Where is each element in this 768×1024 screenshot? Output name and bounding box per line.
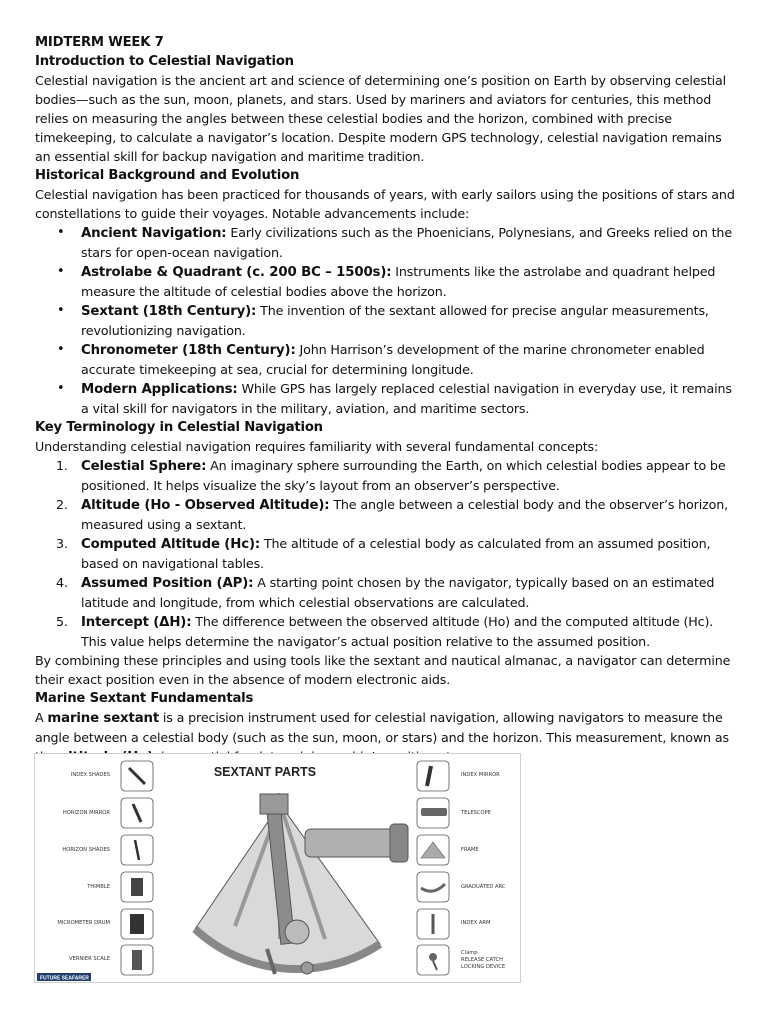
brand-logo: FUTURE SEAFARER — [40, 975, 89, 982]
list-item: • Chronometer (18th Century): John Harrison’s development of the marine chronometer enabled accurate timekeeping at sea, crucial for determining longitude. — [57, 342, 705, 377]
terms-heading: Key Terminology in Celestial Navigation — [35, 420, 323, 435]
label-telescope: TELESCOPE — [461, 810, 492, 816]
terms-closing: By combining these principles and using tools like the sextant and nautical almanac, a navigator can determine their exact position even in the absence of modern electronic aids. — [35, 653, 731, 687]
list-item: 3. Computed Altitude (Hc): The altitude of a celestial body as calculated from an assumed position, based on navigational tables. — [56, 536, 711, 571]
list-item: 2. Altitude (Ho - Observed Altitude): The angle between a celestial body and the observer’s horizon, measured using a sextant. — [56, 497, 729, 532]
document-page — [35, 33, 735, 767]
label-index-arm: INDEX ARM — [461, 920, 491, 926]
label-index-shades: INDEX SHADES — [70, 772, 110, 778]
history-body: Celestial navigation has been practiced for thousands of years, with early sailors using the positions of stars and constellations to guide their voyages. Notable advancements include: — [35, 187, 735, 221]
label-graduated-arc: GRADUATED ARC — [461, 884, 506, 890]
label-release-catch: RELEASE CATCH — [461, 957, 503, 963]
sextant-heading: Marine Sextant Fundamentals — [35, 691, 254, 706]
intro-body: Celestial navigation is the ancient art and science of determining one’s position on Earth by observing celestial bodies—such as the sun, moon, planets, and stars. Used by mariners and aviators for centuries, this method relies on measuring the angles between these celestial bodies and the horizon, combined with precise timekeeping, to calculate a navigator’s location. Despite modern GPS technology, celestial navigation remains an essential skill for backup navigation and maritime tradition. — [35, 73, 727, 164]
label-index-mirror: INDEX MIRROR — [461, 772, 500, 778]
bullet-icon: • — [57, 342, 65, 357]
list-item: • Astrolabe & Quadrant (c. 200 BC – 1500s): Instruments like the astrolabe and quadrant helped measure the altitude of celestial bodies above the horizon. — [57, 264, 716, 299]
doc-title: MIDTERM WEEK 7 — [35, 35, 164, 50]
label-horizon-shades: HORIZON SHADES — [62, 847, 110, 853]
intro-heading: Introduction to Celestial Navigation — [35, 54, 294, 69]
list-item: • Ancient Navigation: Early civilizations such as the Phoenicians, Polynesians, and Greeks relied on the stars for open-ocean navigation. — [57, 225, 732, 260]
bullet-icon: • — [57, 381, 65, 396]
label-frame: FRAME — [461, 847, 479, 853]
label-horizon-mirror: HORIZON MIRROR — [62, 810, 110, 816]
bullet-icon: • — [57, 225, 65, 240]
label-micrometer-drum: MICROMETER DRUM — [57, 920, 110, 926]
list-item: 4. Assumed Position (AP): A starting point chosen by the navigator, typically based on an estimated latitude and longitude, from which celestial observations are calculated. — [56, 575, 715, 610]
bullet-icon: • — [57, 303, 65, 318]
list-item: 1. Celestial Sphere: An imaginary sphere surrounding the Earth, on which celestial bodies appear to be positioned. It helps visualize the sky’s layout from an observer’s perspective. — [56, 458, 726, 493]
history-list — [35, 223, 735, 418]
sextant-parts-figure — [34, 753, 521, 983]
list-item: • Sextant (18th Century): The invention of the sextant allowed for precise angular measurements, revolutionizing navigation. — [57, 303, 709, 338]
bullet-icon: • — [57, 264, 65, 279]
label-locking-device: LOCKING DEVICE — [461, 964, 506, 970]
sextant-body: A marine sextant is a precision instrument used for celestial navigation, allowing navigators to measure the angle between a celestial body (such as the sun, moon, or stars) and the horizon. This measurement, known as — [35, 710, 729, 745]
figure-title: SEXTANT PARTS — [213, 765, 317, 779]
terms-list — [35, 456, 735, 651]
label-thimble: THIMBLE — [87, 884, 110, 890]
list-item: 5. Intercept (ΔH): The difference between the observed altitude (Ho) and the computed altitude (Hc). This value helps determine the navigator’s actual position relative to the assumed position. — [56, 614, 714, 649]
sextant-diagram — [35, 754, 520, 982]
label-vernier-scale: VERNIER SCALE — [68, 956, 110, 962]
history-heading: Historical Background and Evolution — [35, 168, 300, 183]
label-clamp: Clamp — [461, 950, 478, 956]
terms-body: Understanding celestial navigation requires familiarity with several fundamental concepts: — [35, 439, 599, 454]
list-item: • Modern Applications: While GPS has largely replaced celestial navigation in everyday use, it remains a vital skill for navigators in the military, aviation, and maritime sectors. — [57, 381, 732, 416]
